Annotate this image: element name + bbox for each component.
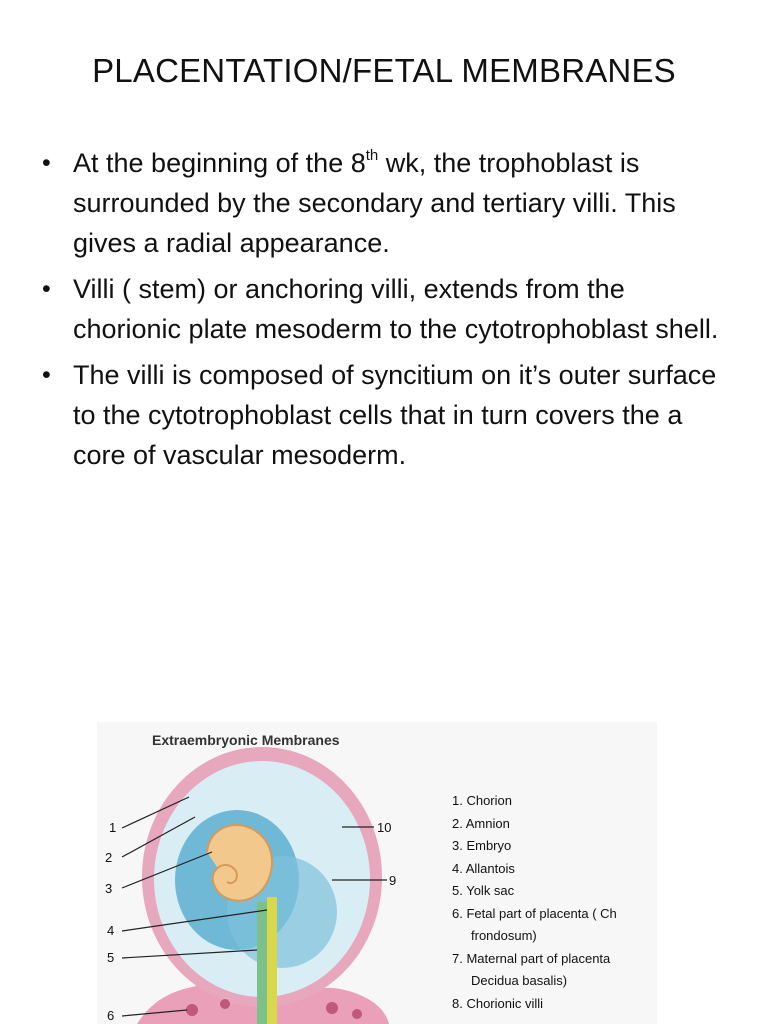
callout-2: 2: [105, 850, 113, 865]
legend-item: 1. Chorion: [452, 793, 512, 808]
legend-item: 4. Allantois: [452, 860, 515, 876]
figure-title: Extraembryonic Membranes: [152, 732, 340, 748]
superscript: th: [365, 147, 379, 164]
legend-item-continued: Decidua basalis): [471, 973, 568, 988]
legend-item-continued: frondosum): [471, 928, 537, 943]
callout-5: 5: [107, 950, 115, 965]
legend-item: 8. Chorionic villi: [452, 995, 544, 1011]
legend-item: 5. Yolk sac: [452, 883, 515, 898]
callout-3: 3: [105, 881, 113, 896]
bullet-item: • Villi ( stem) or anchoring villi, extends from the chorionic plate mesoderm to the cytotrophoblast shell.: [40, 269, 740, 349]
bullet-text: At the beginning of the 8: [73, 148, 366, 178]
callout-1: 1: [109, 820, 117, 835]
bullet-list: [40, 143, 740, 481]
yolk-stalk: [267, 897, 277, 1024]
callout-6: 6: [107, 1008, 115, 1023]
figure-legend: [452, 790, 657, 1015]
bullet-item: • The villi is composed of syncitium on it’s outer surface to the cytotrophoblast cells that in turn covers the a core of vascular mesoderm.: [40, 355, 740, 475]
legend-item: 6. Fetal part of placenta ( Ch: [452, 905, 617, 921]
embryo: [207, 825, 272, 901]
callout-4: 4: [107, 923, 115, 938]
callout-10: 10: [377, 820, 392, 835]
extraembryonic-membranes-figure: [97, 722, 657, 1024]
legend-item: 3. Embryo: [452, 838, 512, 853]
allantois-stalk: [257, 902, 267, 1024]
bullet-item: [40, 143, 740, 263]
bullet-text: wk, the trophoblast is surrounded by the secondary and tertiary villi. This gives a radial appearance.: [73, 148, 676, 258]
slide-title: PLACENTATION/FETAL MEMBRANES: [92, 52, 676, 89]
legend-item: 2. Amnion: [452, 815, 510, 831]
callout-9: 9: [389, 873, 397, 888]
legend-item: 7. Maternal part of placenta: [452, 950, 611, 966]
